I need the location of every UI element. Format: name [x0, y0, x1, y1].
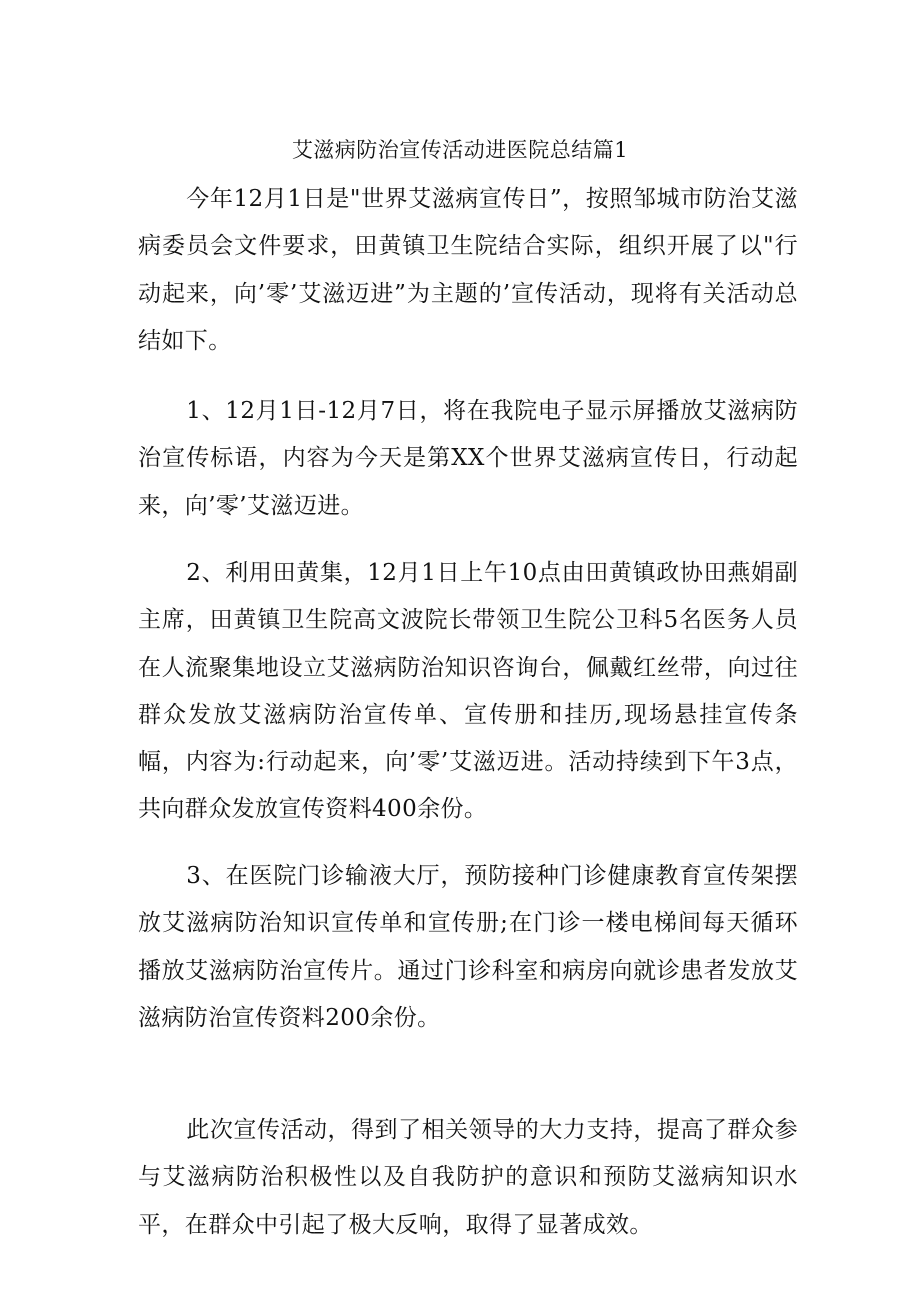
paragraph-intro: 今年12月1日是"世界艾滋病宣传日”，按照邹城市防治艾滋病委员会文件要求，田黄镇卫生院结合实际，组织开展了以"行动起来，向’零’艾滋迈进”为主题的’宣传活动，现将有关活动总结如下。 — [138, 186, 798, 354]
paragraph-item-2: 2、利用田黄集，12月1日上午10点由田黄镇政协田燕娟副主席，田黄镇卫生院高文波院长带领卫生院公卫科5名医务人员在人流聚集地设立艾滋病防治知识咨询台，佩戴红丝带，向过往群众发放艾滋病防治宣传单、宣传册和挂历,现场悬挂宣传条幅，内容为:行动起来，向’零’艾滋迈进。活动持续到下午3点，共向群众发放宣传资料400余份。 — [138, 560, 798, 823]
paragraph-item-3: 3、在医院门诊输液大厅，预防接种门诊健康教育宣传架摆放艾滋病防治知识宣传单和宣传册;在门诊一楼电梯间每天循环播放艾滋病防治宣传片。通过门诊科室和病房向就诊患者发放艾滋病防治宣传资料200余份。 — [138, 863, 798, 1031]
paragraph-item-1: 1、12月1日-12月7日，将在我院电子显示屏播放艾滋病防治宣传标语，内容为今天是第XX个世界艾滋病宣传日，行动起来，向’零’艾滋迈进。 — [138, 398, 798, 519]
paragraph-conclusion: 此次宣传活动，得到了相关领导的大力支持，提高了群众参与艾滋病防治积极性以及自我防护的意识和预防艾滋病知识水平，在群众中引起了极大反响，取得了显著成效。 — [138, 1117, 798, 1238]
document-title: 艾滋病防治宣传活动进医院总结篇1 — [291, 138, 629, 162]
